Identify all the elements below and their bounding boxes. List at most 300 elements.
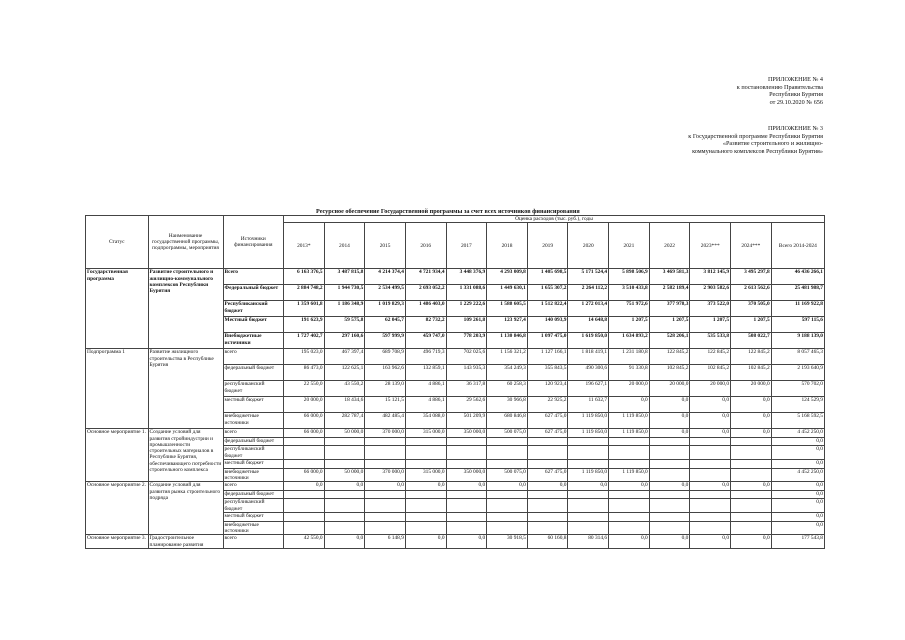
value-cell: 627 475,0	[527, 413, 568, 429]
value-cell: 315 000,0	[405, 429, 446, 438]
source-cell: всего	[223, 535, 283, 549]
value-cell: 1 097 475,0	[527, 333, 568, 349]
value-cell: 1 207,5	[649, 317, 690, 333]
value-cell: 20 000,0	[690, 381, 731, 397]
value-cell: 4 452 250,0	[771, 429, 824, 438]
value-cell: 140 093,9	[527, 317, 568, 333]
value-cell: 0,0	[446, 482, 487, 491]
value-cell	[609, 521, 650, 535]
header-line: «Развитие строительного и жилищно-	[722, 140, 823, 148]
value-cell	[405, 499, 446, 513]
value-cell: 2 613 562,6	[731, 285, 772, 301]
value-cell: 0,0	[405, 482, 446, 491]
value-cell	[568, 521, 609, 535]
value-cell	[731, 468, 772, 482]
value-cell: 3 448 376,9	[446, 269, 487, 285]
source-cell: местный бюджет	[223, 513, 283, 522]
value-cell	[568, 460, 609, 469]
value-cell: 627 475,0	[527, 468, 568, 482]
value-cell: 0,0	[365, 482, 406, 491]
appendix-3-header	[688, 125, 823, 155]
value-cell: 82 732,2	[405, 317, 446, 333]
value-cell	[690, 437, 731, 446]
value-cell: 0,0	[609, 397, 650, 413]
value-cell: 350 000,0	[446, 429, 487, 438]
value-cell: 597 999,9	[365, 333, 406, 349]
value-cell: 627 475,0	[527, 429, 568, 438]
value-cell: 1 655 307,2	[527, 285, 568, 301]
value-cell: 0,0	[649, 535, 690, 549]
value-cell: 66 000,0	[283, 413, 324, 429]
header-line: к постановлению Правительства	[736, 83, 823, 91]
value-cell: 163 962,6	[365, 365, 406, 381]
value-cell: 0,0	[771, 490, 824, 499]
value-cell: 6 163 376,5	[283, 269, 324, 285]
value-cell: 3 510 433,8	[609, 285, 650, 301]
value-cell: 1 944 730,5	[324, 285, 365, 301]
value-cell	[405, 521, 446, 535]
value-cell: 1 119 850,0	[568, 468, 609, 482]
value-cell	[405, 460, 446, 469]
value-cell	[690, 460, 731, 469]
value-cell: 467 397,4	[324, 349, 365, 365]
year-header: 2014	[324, 223, 365, 269]
value-cell: 1 119 850,0	[609, 413, 650, 429]
year-header: 2017	[446, 223, 487, 269]
value-cell: 59 575,8	[324, 317, 365, 333]
value-cell: 1 130 846,8	[487, 333, 528, 349]
funding-table	[85, 215, 825, 549]
value-cell: 3 487 815,8	[324, 269, 365, 285]
value-cell: 680 846,8	[487, 413, 528, 429]
value-cell	[649, 468, 690, 482]
value-cell	[690, 521, 731, 535]
value-cell: 122 845,2	[731, 349, 772, 365]
value-cell: 0,0	[405, 535, 446, 549]
value-cell	[324, 513, 365, 522]
value-cell: 30 918,5	[487, 535, 528, 549]
status-cell: Основное мероприятие 1.	[86, 429, 149, 482]
value-cell: 0,0	[649, 482, 690, 491]
value-cell: 5 171 524,4	[568, 269, 609, 285]
value-cell: 0,0	[283, 482, 324, 491]
value-cell: 501 209,9	[446, 413, 487, 429]
value-cell: 0,0	[731, 413, 772, 429]
value-cell: 702 025,6	[446, 349, 487, 365]
program-name-cell: Развитие жилищного строительства в Республике Бурятия	[148, 349, 223, 429]
value-cell: 0,0	[771, 437, 824, 446]
year-header: 2016	[405, 223, 446, 269]
source-cell: всего	[223, 429, 283, 438]
value-cell: 1 119 850,0	[568, 429, 609, 438]
value-cell	[487, 490, 528, 499]
source-cell: Федеральный бюджет	[223, 285, 283, 301]
value-cell	[609, 513, 650, 522]
status-cell: Подпрограмма 1	[86, 349, 149, 429]
status-cell: Государственная программа	[86, 269, 149, 349]
value-cell	[446, 499, 487, 513]
value-cell	[405, 437, 446, 446]
value-cell: 143 935,3	[446, 365, 487, 381]
value-cell	[405, 490, 446, 499]
value-cell: 282 787,4	[324, 413, 365, 429]
value-cell: 1 634 893,2	[609, 333, 650, 349]
program-name-cell: Градостроительное планирование развития	[148, 535, 223, 549]
header-line: ПРИЛОЖЕНИЕ № 3	[767, 125, 823, 132]
value-cell: 66 000,0	[283, 468, 324, 482]
value-cell: 30 966,8	[487, 397, 528, 413]
value-cell: 2 193 640,9	[771, 365, 824, 381]
value-cell	[324, 490, 365, 499]
value-cell: 1 486 403,0	[405, 301, 446, 317]
value-cell: 3 495 297,8	[731, 269, 772, 285]
value-cell: 0,0	[690, 429, 731, 438]
value-cell: 1 119 850,0	[609, 468, 650, 482]
table-row	[86, 349, 825, 365]
value-cell	[527, 521, 568, 535]
value-cell: 196 627,1	[568, 381, 609, 397]
value-cell: 1 405 698,5	[527, 269, 568, 285]
value-cell: 1 186 348,9	[324, 301, 365, 317]
value-cell	[487, 521, 528, 535]
value-cell	[568, 446, 609, 460]
value-cell	[731, 490, 772, 499]
value-cell	[690, 499, 731, 513]
source-cell: Внебюджетные источники	[223, 333, 283, 349]
value-cell: 1 119 850,0	[568, 413, 609, 429]
value-cell	[365, 490, 406, 499]
value-cell: 0,0	[731, 535, 772, 549]
value-cell	[731, 521, 772, 535]
value-cell	[649, 490, 690, 499]
value-cell: 1 127 166,1	[527, 349, 568, 365]
value-cell: 0,0	[324, 535, 365, 549]
value-cell: 0,0	[487, 482, 528, 491]
value-cell: 1 449 630,1	[487, 285, 528, 301]
value-cell: 2 903 582,6	[690, 285, 731, 301]
value-cell	[487, 446, 528, 460]
source-cell: республиканский бюджет	[223, 446, 283, 460]
value-cell: 354 088,0	[405, 413, 446, 429]
value-cell	[690, 446, 731, 460]
value-cell	[649, 460, 690, 469]
value-cell: 1 331 088,6	[446, 285, 487, 301]
value-cell	[365, 513, 406, 522]
value-cell: 4 293 009,8	[487, 269, 528, 285]
value-cell	[365, 499, 406, 513]
value-cell	[527, 513, 568, 522]
table-row	[86, 535, 825, 549]
value-cell: 1 119 850,0	[609, 429, 650, 438]
value-cell: 1 207,5	[609, 317, 650, 333]
year-header: 2023***	[690, 223, 731, 269]
value-cell: 377 978,3	[649, 301, 690, 317]
value-cell: 46 436 266,1	[771, 269, 824, 285]
value-cell	[487, 437, 528, 446]
value-cell: 3 812 145,9	[690, 269, 731, 285]
value-cell: 20 000,0	[649, 381, 690, 397]
value-cell: 0,0	[649, 413, 690, 429]
value-cell: 1 588 605,5	[487, 301, 528, 317]
header-line: от 29.10.2020 № 656	[769, 98, 823, 106]
value-cell: 25 481 988,7	[771, 285, 824, 301]
table-caption: Ресурсное обеспечение Государственной программы за счет всех источников финансирования	[316, 208, 580, 215]
header-line: к Государственной программе Республики Бурятия	[688, 132, 823, 140]
value-cell: 370 505,0	[731, 301, 772, 317]
value-cell	[365, 521, 406, 535]
value-cell	[283, 490, 324, 499]
value-cell: 191 623,9	[283, 317, 324, 333]
value-cell	[609, 499, 650, 513]
value-cell: 102 845,2	[690, 365, 731, 381]
source-cell: внебюджетные источники	[223, 468, 283, 482]
value-cell: 4 886,1	[405, 381, 446, 397]
source-cell: внебюджетные источники	[223, 521, 283, 535]
value-cell: 0,0	[690, 397, 731, 413]
value-cell: 0,0	[609, 535, 650, 549]
program-name-cell: Создание условий для развития рынка строительного подряда	[148, 482, 223, 535]
value-cell: 4 452 250,0	[771, 468, 824, 482]
value-cell: 500 075,0	[487, 468, 528, 482]
value-cell: 1 229 222,6	[446, 301, 487, 317]
year-header: Всего 2014-2024	[771, 223, 824, 269]
value-cell	[446, 437, 487, 446]
source-cell: федеральный бюджет	[223, 490, 283, 499]
value-cell: 490 300,6	[568, 365, 609, 381]
value-cell	[283, 499, 324, 513]
value-cell	[731, 446, 772, 460]
value-cell	[568, 499, 609, 513]
value-cell: 0,0	[609, 482, 650, 491]
value-cell	[731, 460, 772, 469]
value-cell: 1 818 419,1	[568, 349, 609, 365]
value-cell: 0,0	[324, 482, 365, 491]
value-cell: 2 534 499,5	[365, 285, 406, 301]
value-cell: 11 169 922,8	[771, 301, 824, 317]
value-cell	[283, 437, 324, 446]
value-cell: 1 619 850,0	[568, 333, 609, 349]
value-cell: 0,0	[771, 446, 824, 460]
value-cell: 0,0	[649, 397, 690, 413]
value-cell: 8 057 465,3	[771, 349, 824, 365]
value-cell: 4 214 374,4	[365, 269, 406, 285]
value-cell: 20 000,0	[283, 397, 324, 413]
value-cell: 0,0	[649, 429, 690, 438]
value-cell: 3 469 581,3	[649, 269, 690, 285]
value-cell: 315 000,0	[405, 468, 446, 482]
value-cell	[487, 499, 528, 513]
source-cell: всего	[223, 482, 283, 491]
value-cell: 2 582 189,4	[649, 285, 690, 301]
value-cell: 60 160,8	[527, 535, 568, 549]
value-cell	[283, 521, 324, 535]
value-cell: 1 359 601,8	[283, 301, 324, 317]
table-row	[86, 269, 825, 285]
value-cell	[324, 446, 365, 460]
value-cell: 15 121,5	[365, 397, 406, 413]
status-cell: Основное мероприятие 2.	[86, 482, 149, 535]
year-header: 2020	[568, 223, 609, 269]
value-cell: 9 188 139,0	[771, 333, 824, 349]
value-cell: 20 000,0	[609, 381, 650, 397]
value-cell: 120 923,4	[527, 381, 568, 397]
value-cell	[527, 490, 568, 499]
value-cell: 0,0	[771, 513, 824, 522]
value-cell	[365, 446, 406, 460]
value-cell	[690, 468, 731, 482]
value-cell	[446, 446, 487, 460]
value-cell: 122 845,2	[649, 349, 690, 365]
value-cell	[446, 460, 487, 469]
value-cell	[690, 513, 731, 522]
col-source-header: Источники финансирования	[223, 216, 283, 269]
value-cell: 459 747,0	[405, 333, 446, 349]
value-cell: 22 925,2	[527, 397, 568, 413]
value-cell: 535 533,8	[690, 333, 731, 349]
value-cell: 4 886,1	[405, 397, 446, 413]
value-cell: 0,0	[690, 535, 731, 549]
value-cell	[365, 437, 406, 446]
value-cell: 1 207,5	[731, 317, 772, 333]
value-cell: 751 972,6	[609, 301, 650, 317]
value-cell	[324, 499, 365, 513]
value-cell: 1 727 402,7	[283, 333, 324, 349]
value-cell	[527, 460, 568, 469]
value-cell: 0,0	[690, 482, 731, 491]
source-cell: местный бюджет	[223, 397, 283, 413]
col-status-header: Статус	[86, 216, 149, 269]
table-row	[86, 482, 825, 491]
value-cell: 22 550,0	[283, 381, 324, 397]
value-cell: 43 550,2	[324, 381, 365, 397]
value-cell: 0,0	[690, 413, 731, 429]
value-cell: 50 000,0	[324, 468, 365, 482]
source-cell: внебюджетные источники	[223, 413, 283, 429]
value-cell: 778 203,9	[446, 333, 487, 349]
value-cell: 123 927,4	[487, 317, 528, 333]
value-cell	[609, 446, 650, 460]
value-cell: 370 000,0	[365, 429, 406, 438]
value-cell: 122 625,1	[324, 365, 365, 381]
value-cell: 1 512 822,4	[527, 301, 568, 317]
value-cell: 60 258,3	[487, 381, 528, 397]
source-cell: Всего	[223, 269, 283, 285]
value-cell: 5 898 506,9	[609, 269, 650, 285]
value-cell	[324, 521, 365, 535]
value-cell: 570 702,0	[771, 381, 824, 397]
year-header: 2018	[487, 223, 528, 269]
value-cell: 36 317,8	[446, 381, 487, 397]
value-cell: 1 207,5	[690, 317, 731, 333]
value-cell: 482 485,4	[365, 413, 406, 429]
value-cell: 177 543,8	[771, 535, 824, 549]
value-cell	[649, 521, 690, 535]
year-header: 2019	[527, 223, 568, 269]
value-cell: 0,0	[771, 499, 824, 513]
appendix-4-header	[737, 76, 823, 106]
value-cell: 1 231 180,8	[609, 349, 650, 365]
source-cell: Местный бюджет	[223, 317, 283, 333]
value-cell: 0,0	[731, 482, 772, 491]
source-cell: федеральный бюджет	[223, 365, 283, 381]
value-cell	[649, 437, 690, 446]
value-cell	[446, 490, 487, 499]
value-cell: 80 314,6	[568, 535, 609, 549]
year-header: 2024***	[731, 223, 772, 269]
value-cell	[283, 513, 324, 522]
value-cell	[609, 460, 650, 469]
value-cell	[446, 513, 487, 522]
value-cell: 132 859,1	[405, 365, 446, 381]
value-cell: 102 845,2	[649, 365, 690, 381]
value-cell: 62 045,7	[365, 317, 406, 333]
value-cell	[405, 513, 446, 522]
value-cell: 1 019 829,3	[365, 301, 406, 317]
source-cell: республиканский бюджет	[223, 381, 283, 397]
value-cell: 124 529,9	[771, 397, 824, 413]
value-cell: 195 023,0	[283, 349, 324, 365]
value-cell: 109 261,8	[446, 317, 487, 333]
value-cell	[568, 513, 609, 522]
value-cell: 508 022,7	[731, 333, 772, 349]
value-cell: 66 000,0	[283, 429, 324, 438]
value-cell: 0,0	[771, 460, 824, 469]
value-cell: 91 330,8	[609, 365, 650, 381]
value-cell: 50 000,0	[324, 429, 365, 438]
value-cell: 0,0	[527, 482, 568, 491]
value-cell: 11 632,7	[568, 397, 609, 413]
header-line: ПРИЛОЖЕНИЕ № 4	[767, 76, 823, 83]
status-cell: Основное мероприятие 3.	[86, 535, 149, 549]
value-cell	[324, 460, 365, 469]
value-cell: 354 249,3	[487, 365, 528, 381]
value-cell	[731, 437, 772, 446]
year-header: 2015	[365, 223, 406, 269]
source-cell: республиканский бюджет	[223, 499, 283, 513]
value-cell: 122 845,2	[690, 349, 731, 365]
value-cell	[649, 499, 690, 513]
value-cell: 1 272 013,4	[568, 301, 609, 317]
value-cell	[365, 460, 406, 469]
value-cell: 6 148,9	[365, 535, 406, 549]
value-cell	[405, 446, 446, 460]
value-cell: 350 000,0	[446, 468, 487, 482]
value-cell: 2 264 112,2	[568, 285, 609, 301]
value-cell: 86 473,0	[283, 365, 324, 381]
year-header: 2013*	[283, 223, 324, 269]
col-group-header: Оценка расходов (тыс. руб.), годы	[283, 216, 824, 223]
col-name-header: Наименование государственной программы, подпрограммы, мероприятия	[148, 216, 223, 269]
value-cell	[649, 513, 690, 522]
value-cell	[527, 446, 568, 460]
value-cell: 496 719,3	[405, 349, 446, 365]
value-cell: 0,0	[568, 482, 609, 491]
value-cell	[527, 437, 568, 446]
program-name-cell: Развитие строительного и жилищно-коммунального комплексов Республики Бурятия	[148, 269, 223, 349]
value-cell: 29 562,6	[446, 397, 487, 413]
value-cell: 297 160,6	[324, 333, 365, 349]
source-cell: местный бюджет	[223, 460, 283, 469]
value-cell	[527, 499, 568, 513]
value-cell	[649, 446, 690, 460]
value-cell	[609, 490, 650, 499]
value-cell: 42 550,0	[283, 535, 324, 549]
table-row	[86, 429, 825, 438]
value-cell	[283, 460, 324, 469]
value-cell	[487, 460, 528, 469]
value-cell: 28 139,0	[365, 381, 406, 397]
value-cell	[690, 490, 731, 499]
